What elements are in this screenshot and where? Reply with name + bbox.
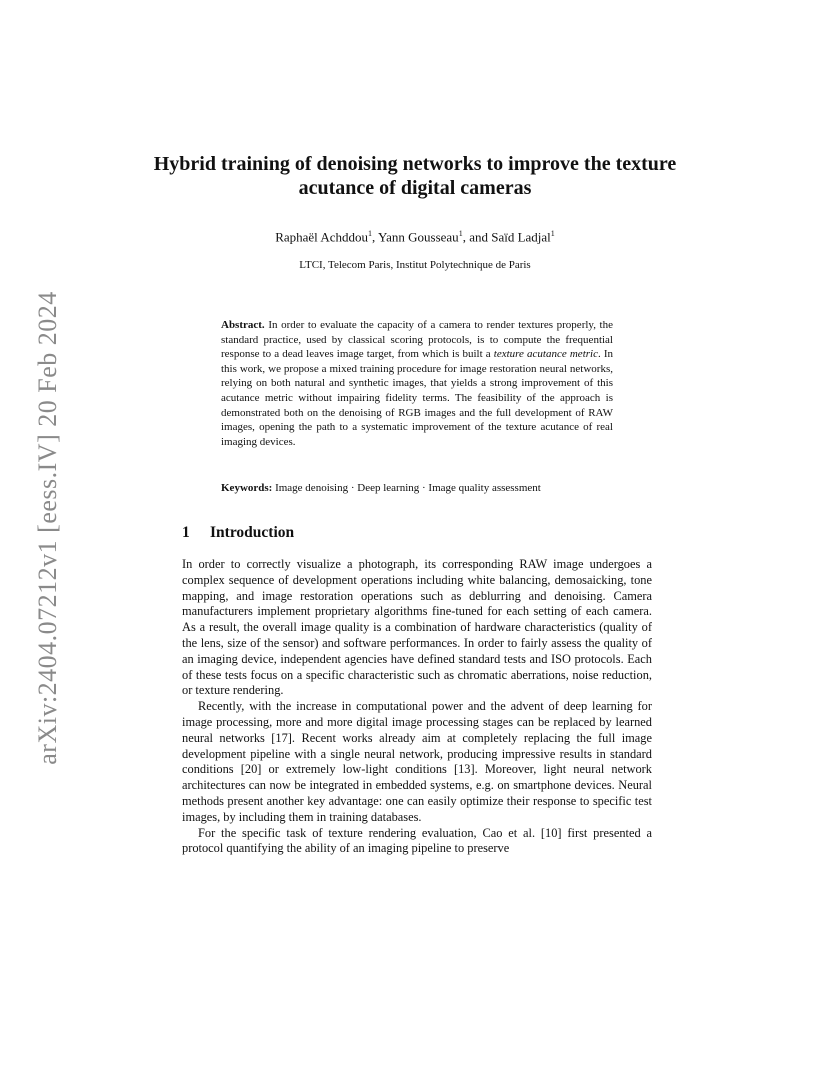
- paragraph: In order to correctly visualize a photograph, its corresponding RAW image undergoes a complex sequence of development operations including white balancing, demosaicking, tone mapping, and image restoration operations such as deblurring and denoising. Camera manufacturers implement proprietary algorithms fine-tuned for each setting of each camera. As a result, the overall image quality is a combination of hardware characteristics (quality of the lens, size of the sensor) and software performances. In order to fairly assess the quality of an imaging device, independent agencies have defined standard tests and ISO protocols. Each of these tests focus on a specific characteristic such as chromatic aberrations, noise reduction, or texture rendering.: [182, 557, 652, 698]
- abstract: [221, 318, 613, 449]
- abstract-label: Abstract.: [221, 319, 265, 331]
- author-name: Raphaël Achddou: [275, 229, 368, 245]
- abstract-emphasis: texture acutance metric: [493, 348, 598, 361]
- section-title: Introduction: [210, 524, 295, 541]
- author-name: Yann Gousseau: [378, 229, 459, 245]
- keywords-text: Image denoising · Deep learning · Image quality assessment: [275, 482, 541, 494]
- keywords: [221, 482, 621, 494]
- abstract-text: In order to evaluate the capacity of a camera to render textures properly, the standard practice, used by classical scoring protocols, is to compute the frequential response to a dead leaves image target, from which is built a: [221, 319, 614, 361]
- author-affil-mark: 1: [550, 229, 555, 238]
- arxiv-identifier: arXiv:2404.07212v1 [eess.IV] 20 Feb 2024: [33, 291, 62, 765]
- section-number: 1: [182, 524, 190, 541]
- affiliation: LTCI, Telecom Paris, Institut Polytechnique de Paris: [299, 259, 531, 271]
- paper-title: Hybrid training of denoising networks to improve the texture acutance of digital cameras: [153, 153, 677, 199]
- abstract-text-cont: . In this work, we propose a mixed training procedure for image restoration neural networks, relying on both natural and synthetic images, that yields a strong improvement of this acutance metric without impairing fidelity terms. The feasibility of the approach is demonstrated both on the denoising of RGB images and the full development of RAW images, opening the path to a systematic improvement of the texture acutance of real imaging devices.: [221, 348, 614, 448]
- section-heading: [182, 524, 294, 542]
- author-name: Saïd Ladjal: [491, 229, 551, 245]
- section-body: [182, 557, 652, 857]
- author-affil-mark: 1: [458, 229, 463, 238]
- keywords-label: Keywords:: [221, 482, 273, 494]
- author-list: Raphaël Achddou$^1$, Yann Gousseau$^1$, and Saïd Ladjal$^1$: [275, 229, 555, 245]
- author-affil-mark: 1: [368, 229, 372, 238]
- paragraph: Recently, with the increase in computational power and the advent of deep learning for image processing, more and more digital image processing stages can be replaced by learned neural networks [17]. Recent works already aim at completely replacing the full image development pipeline with a single neural network, producing impressive results in standard conditions [20] or extremely low-light conditions [13]. Moreover, light neural network architectures can now be integrated in embedded systems, e.g. on smartphone devices. Neural methods present another key advantage: one can easily optimize their response to specific test images, by including them in training databases.: [182, 699, 652, 824]
- paragraph: For the specific task of texture rendering evaluation, Cao et al. [10] first presented a protocol quantifying the ability of an imaging pipeline to preserve: [182, 825, 652, 856]
